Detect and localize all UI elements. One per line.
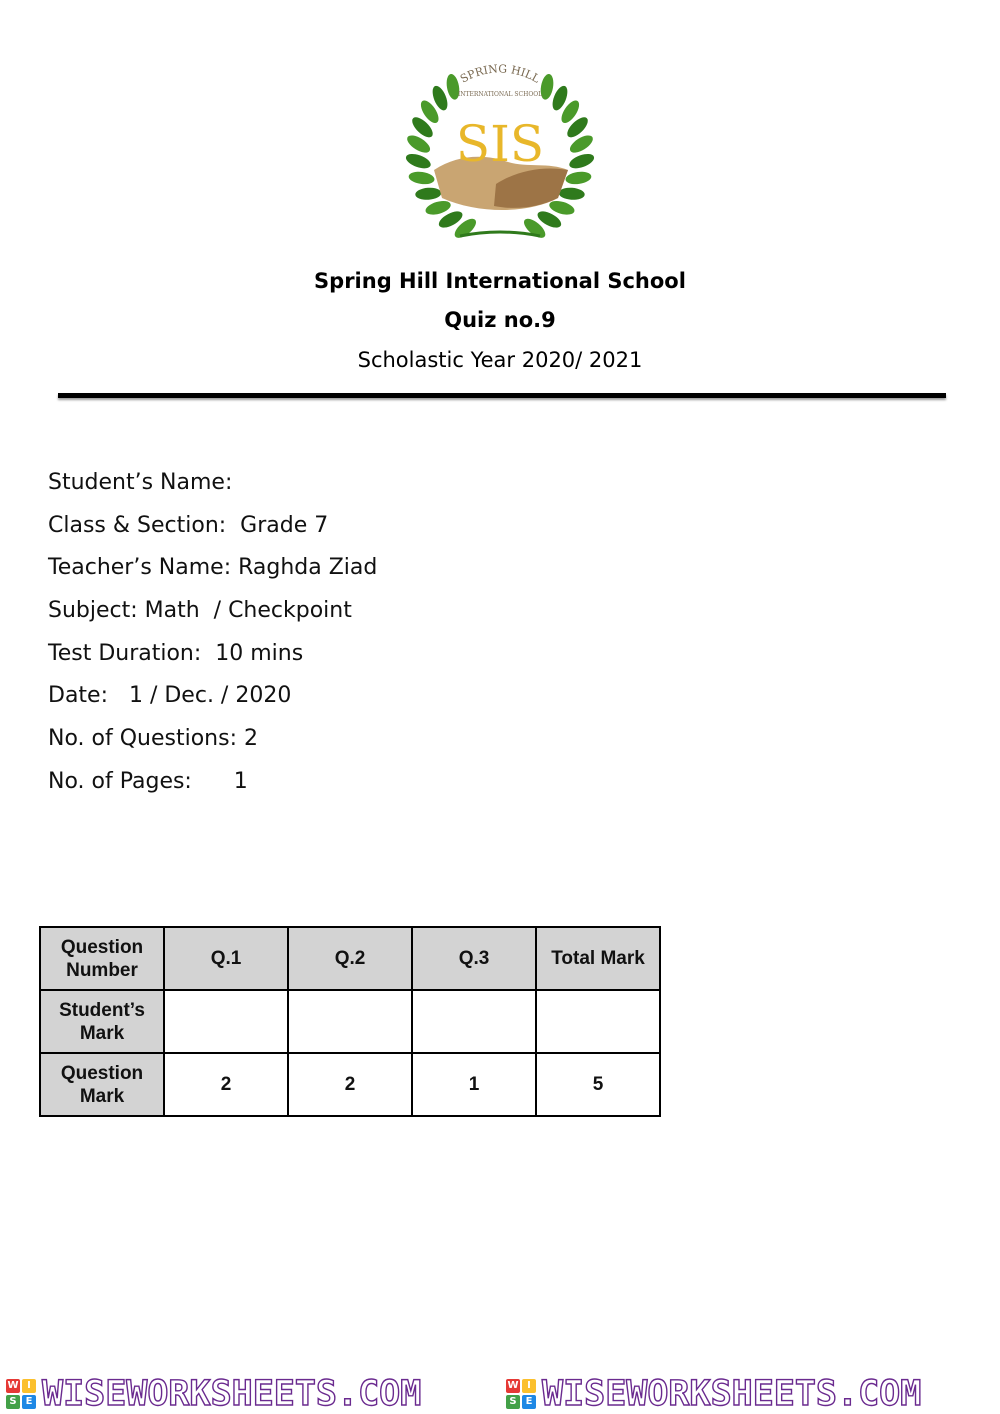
student-info (48, 465, 377, 807)
info-teacher-name: Teacher’s Name: Raghda Ziad (48, 555, 378, 581)
watermark-icon-tile: I (22, 1379, 36, 1393)
laurel-leaf (404, 151, 433, 171)
school-logo (398, 58, 602, 246)
info-question-count: No. of Questions: 2 (48, 726, 258, 752)
row-label-question-mark: Question Mark (40, 1053, 164, 1116)
student-mark-q3 (412, 990, 536, 1053)
row-label-student-mark: Student’s Mark (40, 990, 164, 1053)
info-subject: Subject: Math / Checkpoint (48, 598, 352, 624)
table-row (40, 990, 660, 1053)
watermark-logo-icon (506, 1379, 536, 1409)
question-mark-q1: 2 (164, 1053, 288, 1116)
watermark-text: WISEWORKSHEETS.COM (42, 1374, 422, 1414)
quiz-title: Quiz no.9 (444, 308, 556, 332)
laurel-leaf (558, 187, 585, 201)
student-mark-total (536, 990, 660, 1053)
watermark-right (506, 1374, 921, 1414)
watermark-icon-tile: E (522, 1395, 536, 1409)
watermark-left (6, 1374, 421, 1414)
watermark-icon-tile: S (506, 1395, 520, 1409)
watermark-icon-tile: E (22, 1395, 36, 1409)
logo-initials: SIS (455, 115, 545, 173)
watermark-icon-tile: I (522, 1379, 536, 1393)
school-name: Spring Hill International School (314, 269, 686, 293)
table-header-row (40, 927, 660, 990)
laurel-stem (460, 232, 540, 236)
question-mark-total: 5 (536, 1053, 660, 1116)
info-student-name: Student’s Name: (48, 470, 233, 495)
watermark-logo-icon (6, 1379, 36, 1409)
laurel-leaf (567, 151, 596, 171)
question-mark-q2: 2 (288, 1053, 412, 1116)
watermark-icon-tile: W (507, 1380, 519, 1391)
info-test-duration: Test Duration: 10 mins (48, 640, 304, 666)
info-date: Date: 1 / Dec. / 2020 (48, 683, 292, 709)
watermark-icon-tile: W (7, 1380, 19, 1391)
info-class-section: Class & Section: Grade 7 (48, 512, 329, 538)
watermark-text: WISEWORKSHEETS.COM (542, 1374, 922, 1414)
student-mark-q1 (164, 990, 288, 1053)
student-mark-q2 (288, 990, 412, 1053)
laurel-leaf (565, 170, 592, 186)
laurel-leaf (408, 170, 435, 186)
logo-text-top: SPRING HILL (458, 62, 543, 86)
question-mark-q3: 1 (412, 1053, 536, 1116)
header-q1: Q.1 (164, 927, 288, 990)
svg-text:SPRING HILL (458, 62, 543, 86)
marks-table (39, 926, 661, 1117)
watermark-icon-tile: S (6, 1395, 20, 1409)
header-total-mark: Total Mark (536, 927, 660, 990)
header-q3: Q.3 (412, 927, 536, 990)
logo-year: 2013 (482, 210, 518, 226)
logo-text-sub: INTERNATIONAL SCHOOL (457, 91, 543, 98)
header-question-number: Question Number (40, 927, 164, 990)
table-row (40, 1053, 660, 1116)
info-page-count: No. of Pages: 1 (48, 768, 248, 794)
header-q2: Q.2 (288, 927, 412, 990)
scholastic-year: Scholastic Year 2020/ 2021 (357, 348, 643, 372)
laurel-leaf (415, 187, 442, 201)
header-divider (58, 393, 946, 398)
